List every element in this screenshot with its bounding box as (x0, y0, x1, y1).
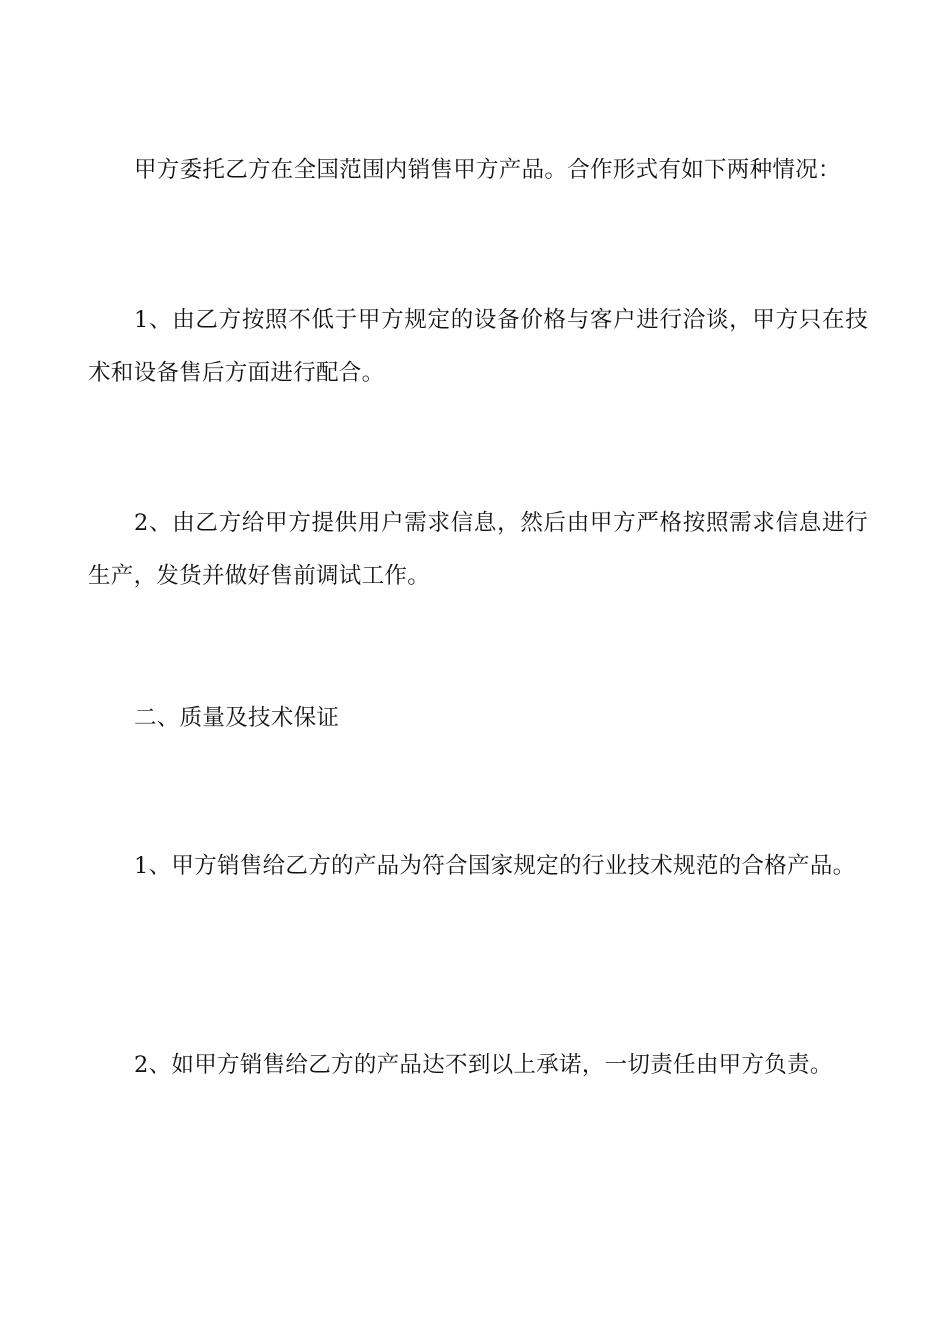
section-heading-quality: 二、质量及技术保证 (134, 705, 340, 731)
paragraph-quality-2: 2、如甲方销售给乙方的产品达不到以上承诺，一切责任由甲方负责。 (134, 1052, 833, 1078)
paragraph-cooperation-intro: 甲方委托乙方在全国范围内销售甲方产品。合作形式有如下两种情况： (134, 157, 841, 183)
paragraph-cooperation-form-2: 2、由乙方给甲方提供用户需求信息，然后由甲方严格按照需求信息进行生产，发货并做好售前调试工作。 (88, 510, 868, 589)
paragraph-quality-1: 1、甲方销售给乙方的产品为符合国家规定的行业技术规范的合格产品。 (134, 853, 856, 879)
paragraph-cooperation-form-1: 1、由乙方按照不低于甲方规定的设备价格与客户进行洽谈，甲方只在技术和设备售后方面进行配合。 (88, 307, 868, 386)
